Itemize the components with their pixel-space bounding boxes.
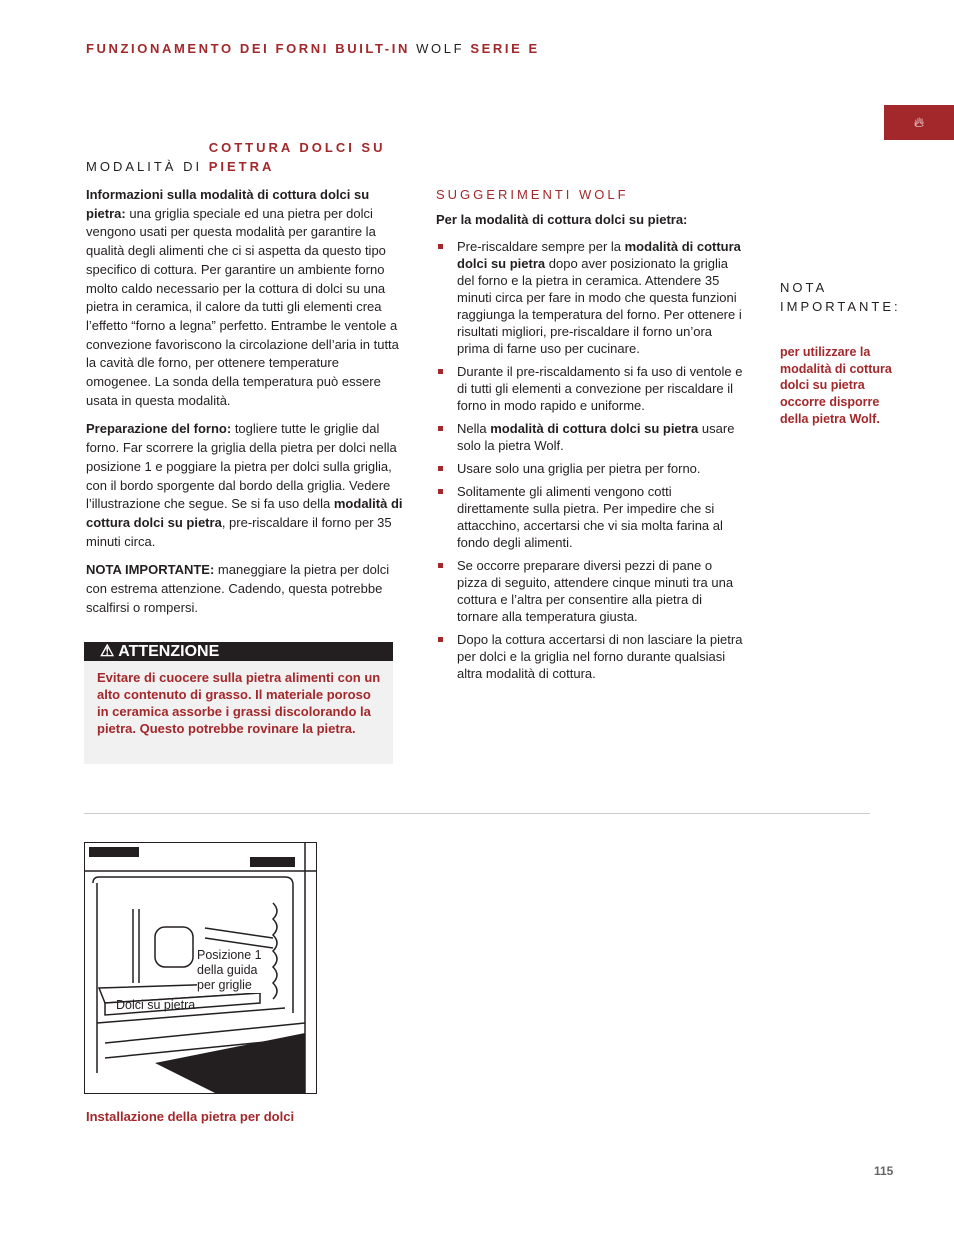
label-line: Posizione 1 bbox=[197, 948, 262, 962]
paragraph bbox=[86, 420, 406, 551]
bold: modalità di cottura dolci su pietra bbox=[86, 496, 403, 530]
text: , pre-riscaldare il forno per 35 minuti circa. bbox=[86, 514, 392, 549]
section-tab bbox=[884, 105, 954, 140]
bullet-icon bbox=[438, 244, 443, 249]
main-text bbox=[86, 186, 406, 627]
suggestions-title: SUGGERIMENTI WOLF bbox=[436, 187, 629, 202]
warning-icon: ⚠ bbox=[100, 643, 115, 660]
text: Pre-riscaldare sempre per la bbox=[457, 239, 625, 254]
bold: NOTA IMPORTANTE: bbox=[86, 562, 215, 578]
divider bbox=[84, 813, 870, 814]
note-title bbox=[780, 278, 901, 316]
title-accent: COTTURA DOLCI SU PIETRA bbox=[208, 140, 386, 174]
baking-stone-label: Dolci su pietra bbox=[116, 998, 196, 1012]
rack-position-label bbox=[197, 948, 262, 993]
paragraph bbox=[86, 186, 406, 410]
running-header bbox=[86, 40, 540, 59]
warning-title: ATTENZIONE bbox=[118, 643, 220, 660]
bold: Preparazione del forno: bbox=[86, 421, 232, 437]
bullet-icon bbox=[438, 369, 443, 374]
text: togliere tutte le griglie dal forno. Far scorrere la griglia della pietra per dolci nella posizione 1 e poggiare la pietra per dolci sulla griglia, con il bordo sporgente dal bordo della griglia. Vedere l’illustrazione che segue. Se si fa uso della bbox=[86, 421, 397, 512]
header-series: SERIE E bbox=[470, 41, 540, 56]
bullet-icon bbox=[438, 563, 443, 568]
title-part: MODALITÀ DI bbox=[86, 159, 203, 174]
text: Usare solo una griglia per pietra per forno. bbox=[457, 461, 701, 476]
header-text: FUNZIONAMENTO DEI FORNI BUILT-IN bbox=[86, 41, 410, 56]
bullet-icon bbox=[438, 466, 443, 471]
bullet-icon bbox=[438, 489, 443, 494]
paragraph bbox=[86, 561, 406, 617]
text: maneggiare la pietra per dolci con estrema attenzione. Cadendo, questa potrebbe scalfirsi o rompersi. bbox=[86, 562, 390, 615]
text: Dopo la cottura accertarsi di non lasciare la pietra per dolci e la griglia nel forno durante qualsiasi altra modalità di cottura. bbox=[457, 632, 743, 681]
text: una griglia speciale ed una pietra per dolci vengono usati per questa modalità per garantire la qualità degli alimenti che ci si aspetta da questo tipo specifico di cottura. Per garantire un ambiente forno molto caldo necessario per la cottura di dolci su una pietra in ceramica, il calore da tutti gli elementi crea l’effetto “forno a legna” perfetto. Entrambe le ventole a convezione favoriscono la circolazione dell’aria in tutta la cavità dle forno, per ottenere temperature omogenee. La sonda della temperatura può essere usata in questa modalità. bbox=[86, 205, 399, 408]
suggestion-item bbox=[436, 420, 746, 454]
text: Durante il pre-riscaldamento si fa uso di ventole e di tutti gli elementi a convezione per riscaldare il forno in modo rapido e uniforme. bbox=[457, 364, 743, 413]
suggestion-item bbox=[436, 483, 746, 551]
warning-text: Evitare di cuocere sulla pietra alimenti con un alto contenuto di grasso. Il materiale poroso in ceramica assorbe i grassi discolorando la pietra. Questo potrebbe rovinare la pietra. bbox=[97, 670, 381, 736]
header-brand: WOLF bbox=[416, 41, 465, 56]
bold: modalità di cottura dolci su pietra bbox=[490, 421, 699, 436]
note-title-line: NOTA bbox=[780, 280, 828, 295]
suggestion-item bbox=[436, 460, 746, 477]
text: Nella bbox=[457, 421, 491, 436]
label-line: della guida bbox=[197, 963, 258, 977]
suggestion-item bbox=[436, 363, 746, 414]
page-number: 115 bbox=[874, 1164, 894, 1178]
label-line: per griglie bbox=[197, 978, 252, 992]
suggestions-list bbox=[436, 238, 746, 688]
warning-box bbox=[84, 642, 393, 764]
bold: modalità di cottura dolci su pietra bbox=[457, 239, 741, 271]
text: Se occorre preparare diversi pezzi di pane o pizza di seguito, attendere cinque minuti tra una cottura e l’altra per consentire alla pietra di tornare alla temperatura giusta. bbox=[457, 558, 734, 624]
text: Solitamente gli alimenti vengono cotti direttamente sulla pietra. Per impedire che si attacchino, accertarsi che vi sia molta farina al fondo degli alimenti. bbox=[457, 484, 723, 550]
text: usare solo la pietra Wolf. bbox=[457, 421, 735, 453]
section-title bbox=[86, 138, 389, 176]
note-title-line: IMPORTANTE: bbox=[780, 299, 901, 314]
suggestion-item bbox=[436, 631, 746, 682]
bold: Informazioni sulla modalità di cottura dolci su pietra: bbox=[86, 187, 370, 221]
flame-icon: 🔥︎ bbox=[913, 114, 925, 131]
note-text: per utilizzare la modalità di cottura dolci su pietra occorre disporre della pietra Wolf. bbox=[780, 345, 892, 426]
text: dopo aver posizionato la griglia del forno e la pietra in ceramica. Attendere 35 minuti circa per fare in modo che questa funzioni raggiunga la temperatura del forno. Per ottenere i risultati migliori, pre-riscaldare il forno un’ora prima di farne uso per cucinare. bbox=[457, 256, 742, 356]
warning-header bbox=[84, 642, 393, 661]
figure-caption: Installazione della pietra per dolci bbox=[86, 1109, 295, 1124]
suggestion-item bbox=[436, 238, 746, 357]
oven-illustration bbox=[84, 842, 317, 1094]
bullet-icon bbox=[438, 637, 443, 642]
bullet-icon bbox=[438, 426, 443, 431]
suggestions-subtitle: Per la modalità di cottura dolci su pietra: bbox=[436, 212, 688, 227]
suggestion-item bbox=[436, 557, 746, 625]
